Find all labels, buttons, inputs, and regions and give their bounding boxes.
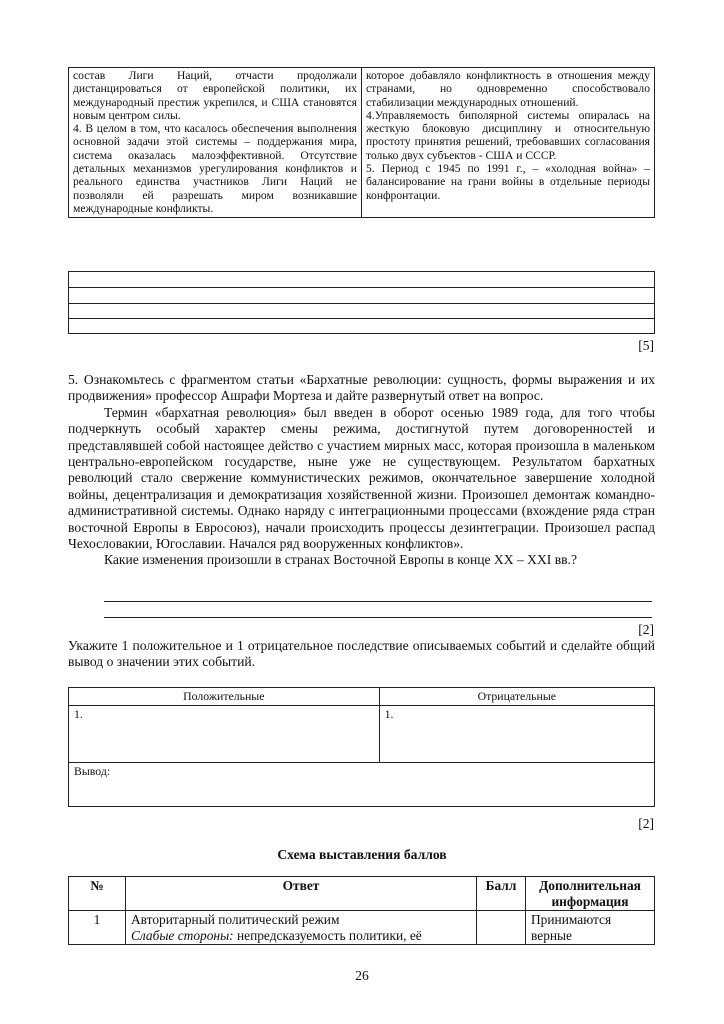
conclusion-cell[interactable]: Вывод: bbox=[69, 763, 655, 807]
task5-quote: Термин «бархатная революция» был введен в оборот осенью 1989 года, для того чтобы подчеркнуть особый характер смены режима, достигнутой путем договоренностей и представлявшей собой настоящее действо с участием мирных масс, которая произошла в маленьком центрально-европейском государстве, ныне уже не существующем. Результатом бархатных революций стало свержение коммунистических режимов, окончательное завершение холодной войны, децентрализация и демократизация хозяйственной жизни. Произошел демонтаж командно-административной системы. Однако наряду с интеграционными процессами (вхождение ряда стран восточной Европы в Евросоюз), начали происходить процессы дезинтеграции. Произошел распад Чехословакии, Югославии. Начался ряд вооруженных конфликтов». bbox=[68, 404, 655, 552]
weak-sides-label: Слабые стороны: bbox=[131, 927, 234, 943]
answer-line-2 bbox=[131, 928, 471, 944]
answer-line[interactable] bbox=[104, 617, 652, 618]
right-paragraph: которое добавляло конфликтность в отношения между странами, но одновременно способствовало стабилизации международных отношений. bbox=[366, 69, 650, 109]
comparison-right-cell bbox=[362, 68, 655, 218]
consequences-table bbox=[68, 687, 655, 807]
task5-intro: 5. Ознакомьтесь с фрагментом статьи «Бархатные революции: сущность, формы выражения и их продвижения» профессор Ашрафи Мортеза и дайте развернутый ответ на вопрос. bbox=[68, 372, 655, 404]
task5-text bbox=[68, 372, 655, 569]
answer-line bbox=[69, 318, 654, 319]
answer-line-1: Авторитарный политический режим bbox=[131, 912, 340, 927]
score-mark: [2] bbox=[638, 622, 654, 637]
answer-line bbox=[69, 303, 654, 304]
right-paragraph: 5. Период с 1945 по 1991 г., – «холодная война» – балансирование на грани войны в отдельные периоды конфронтации. bbox=[366, 162, 650, 202]
row-number: 1 bbox=[69, 911, 126, 945]
negative-header: Отрицательные bbox=[379, 688, 654, 706]
page-number: 26 bbox=[355, 968, 369, 983]
task5-question: Какие изменения произошли в странах Восточной Европы в конце XX – XXI вв.? bbox=[104, 552, 577, 568]
task5b-instruction: Укажите 1 положительное и 1 отрицательное последствие описываемых событий и сделайте общий вывод о значении этих событий. bbox=[68, 638, 655, 670]
header-number: № bbox=[69, 877, 126, 911]
row-extra: Принимаются верные bbox=[526, 911, 655, 945]
score-mark: [2] bbox=[638, 816, 654, 831]
answer-lines-box[interactable] bbox=[68, 271, 655, 334]
row-score bbox=[477, 911, 526, 945]
right-paragraph: 4.Управляемость биполярной системы опиралась на жесткую блоковую дисциплину и относительную простоту принятия решений, требовавших согласования только двух субъектов - США и СССР. bbox=[366, 108, 650, 162]
negative-answer-cell[interactable]: 1. bbox=[379, 706, 654, 763]
header-extra-info: Дополнительная информация bbox=[526, 877, 655, 911]
scheme-title: Схема выставления баллов bbox=[277, 847, 447, 862]
row-answer bbox=[126, 911, 477, 945]
left-paragraph: состав Лиги Наций, отчасти продолжали дистанцироваться от европейской политики, их международный престиж укрепился, и США становятся новым центром силы. bbox=[73, 69, 357, 122]
positive-answer-cell[interactable]: 1. bbox=[69, 706, 380, 763]
scoring-scheme-table bbox=[68, 876, 655, 945]
answer-line bbox=[69, 287, 654, 288]
task5b-text bbox=[68, 638, 655, 671]
header-answer: Ответ bbox=[126, 877, 477, 911]
score-mark: [5] bbox=[638, 338, 654, 353]
answer-line[interactable] bbox=[104, 601, 652, 602]
weak-sides-text: непредсказуемость политики, её bbox=[233, 927, 422, 943]
left-paragraph: 4. В целом в том, что касалось обеспечения выполнения основной задачи этой системы – поддержания мира, система оказалась малоэффективной. Отсутствие детальных механизмов урегулирования конфликтов и реального единства участников Лиги Наций не позволяли ей разрешать миром возникавшие международные конфликты. bbox=[73, 122, 357, 215]
comparison-table bbox=[68, 67, 655, 218]
header-score: Балл bbox=[477, 877, 526, 911]
positive-header: Положительные bbox=[69, 688, 380, 706]
comparison-left-cell bbox=[69, 68, 362, 218]
